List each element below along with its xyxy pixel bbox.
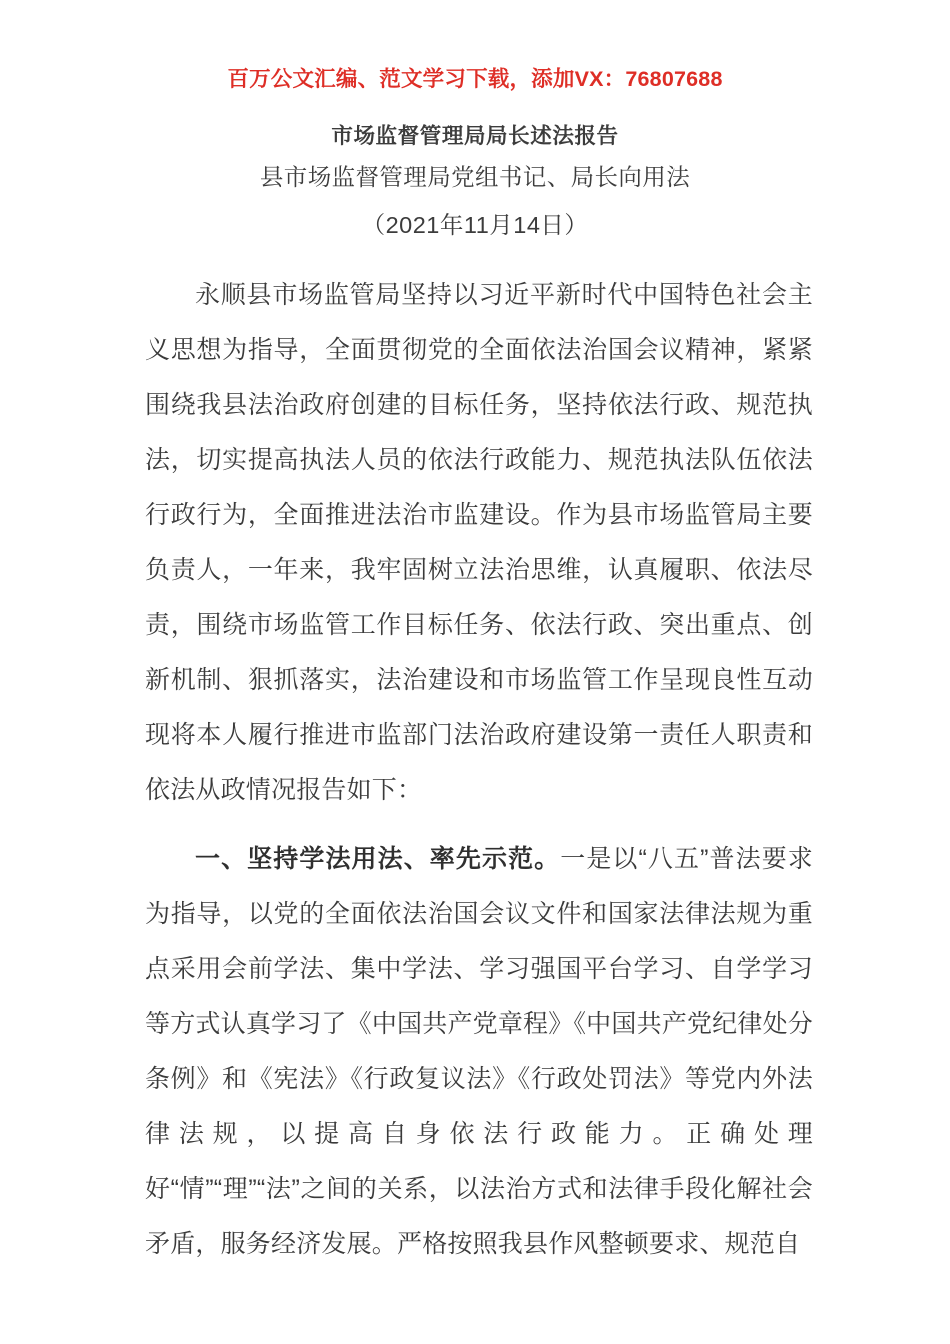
document-date: （2021年11月14日）	[361, 212, 589, 238]
paragraph-section-one	[145, 832, 813, 1272]
paragraph-intro-text: 永顺县市场监管局坚持以习近平新时代中国特色社会主义思想为指导，全面贯彻党的全面依法治国会议精神，紧紧围绕我县法治政府创建的目标任务，坚持依法行政、规范执法，切实提高执法人员的依法行政能力、规范执法队伍依法行政行为，全面推进法治市监建设。作为县市场监管局主要负责人，一年来，我牢固树立法治思维，认真履职、依法尽责，围绕市场监管工作目标任务、依法行政、突出重点、创新机制、狠抓落实，法治建设和市场监管工作呈现良性互动现将本人履行推进市监部门法治政府建设第一责任人职责和依法从政情况报告如下：	[145, 281, 813, 804]
document-title-main: 市场监督管理局局长述法报告	[331, 124, 619, 148]
promo-watermark-text: 百万公文汇编、范文学习下载，添加VX：76807688	[227, 67, 723, 91]
paragraph-intro	[145, 268, 813, 818]
section-one-text: 一是以“八五”普法要求为指导，以党的全面依法治国会议文件和国家法律法规为重点采用会前学法、集中学法、学习强国平台学习、自学学习等方式认真学习了《中国共产党章程》《中国共产党纪律处分条例》和《宪法》《行政复议法》《行政处罚法》等党内外法律法规，以提高自身依法行政能力。正确处理好“情”“理”“法”之间的关系，以法治方式和法律手段化解社会矛盾，服务经济发展。严格按照我县作风整顿要求、规范自	[145, 845, 813, 1258]
document-body	[145, 268, 813, 1272]
document-title-subtitle: 县市场监督管理局党组书记、局长向用法	[259, 164, 691, 190]
section-one-heading: 一、坚持学法用法、率先示范。	[195, 845, 561, 873]
